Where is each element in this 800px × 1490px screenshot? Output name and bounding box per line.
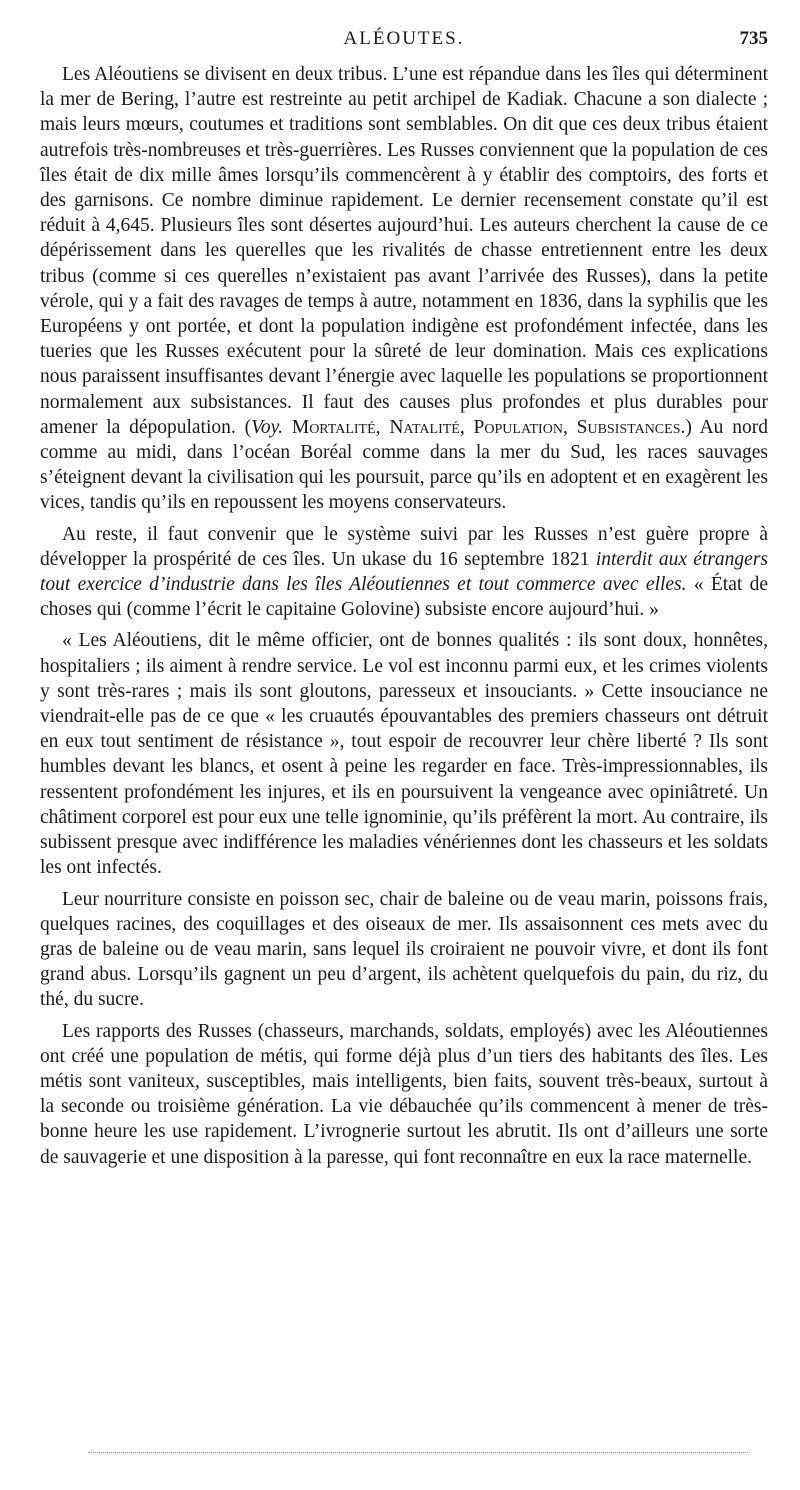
paragraph-russian-system bbox=[40, 522, 768, 623]
cross-reference-voy: Voy. bbox=[251, 416, 284, 438]
running-title: ALÉOUTES. bbox=[343, 28, 465, 49]
paragraph-text: Les Aléoutiens se divisent en deux tribus. L’une est répandue dans les îles qui déterminent la mer de Bering, l’autre est restreinte au petit archipel de Kadiak. Chacune a son dialecte ; mais leurs mœurs, coutumes et traditions sont semblables. On dit que ces deux tribus étaient autrefois très-nombreuses et très-guerrières. Les Russes conviennent que la population de ces îles était de dix mille âmes lorsqu’ils commencèrent à y établir des comptoirs, des forts et des garnisons. Ce nombre diminue rapidement. Le dernier recensement constate qu’il est réduit à 4,645. Plusieurs îles sont désertes aujourd’hui. Les auteurs cherchent la cause de ce dépérissement dans les querelles que les rivalités de chasse entretiennent entre les deux tribus (comme si ces querelles n’existaient pas avant l’arrivée des Russes), dans la petite vérole, qui y a fait des ravages de temps à autre, notamment en 1836, dans la syphilis que les Européens y ont portée, et dont la population indigène est profondément infectée, dans les tueries que les Russes exécutent pour la sûreté de leur domination. Mais ces explications nous paraissent insuffisantes devant l’énergie avec laquelle les populations se proportionnent normalement aux subsistances. Il faut des causes plus profondes et plus durables pour amener la dépopulation. ( bbox=[40, 64, 768, 438]
paragraph-food: Leur nourriture consiste en poisson sec, chair de baleine ou de veau marin, poissons frais, quelques racines, des coquillages et des oiseaux de mer. Ils assaisonnent ces mets avec du gras de baleine ou de veau marin, sans lequel ils croiraient ne pouvoir vivre, et dont ils font grand abus. Lorsqu’ils gagnent un peu d’argent, ils achètent quelquefois du pain, du riz, du thé, du sucre. bbox=[40, 888, 768, 1011]
page-header bbox=[40, 28, 768, 56]
paragraph-text: Au reste, il faut convenir que le système suivi par les Russes n’est guère propre à développer la prospérité de ces îles. Un ukase du 16 septembre 1821 bbox=[40, 523, 768, 570]
page-number: 735 bbox=[739, 28, 768, 49]
footer-rule bbox=[88, 1452, 748, 1453]
cross-reference-entries: Mortalité, Natalité, Population, Subsistances. bbox=[283, 416, 686, 438]
paragraph-metis: Les rapports des Russes (chasseurs, marchands, soldats, employés) avec les Aléoutiennes ont créé une population de métis, qui forme déjà plus d’un tiers des habitants des îles. Les métis sont vaniteux, susceptibles, mais intelligents, bien faits, souvent très-beaux, surtout à la seconde ou troisième génération. La vie débauchée qu’ils commencent à mener de très-bonne heure les use rapidement. L’ivrognerie surtout les abrutit. Ils ont d’ailleurs une sorte de sauvagerie et une disposition à la paresse, qui font reconnaître en eux la race maternelle. bbox=[40, 1020, 768, 1168]
paragraph-text: ) Au nord comme au midi, dans l’océan Boréal comme dans la mer du Sud, les races sauvages s’éteignent devant la civilisation qui les poursuit, parce qu’ils en adoptent et en exagèrent les vices, tandis qu’ils en repoussent les moyens conservateurs. bbox=[40, 416, 768, 514]
ukase-quote: interdit aux étrangers tout exercice d’industrie dans les îles Aléoutiennes et tout commerce avec elles. bbox=[40, 548, 769, 596]
paragraph-depopulation bbox=[40, 62, 768, 516]
book-page bbox=[40, 28, 768, 1176]
paragraph-text: « État de choses qui (comme l’écrit le capitaine Golovine) subsiste encore aujourd’hui. » bbox=[40, 574, 768, 621]
paragraph-character: « Les Aléoutiens, dit le même officier, ont de bonnes qualités : ils sont doux, honnêtes, hospitaliers ; ils aiment à rendre service. Le vol est inconnu parmi eux, et les crimes violents y sont très-rares ; mais ils sont gloutons, paresseux et insouciants. » Cette insouciance ne viendrait-elle pas de ce que « les cruautés épouvantables des premiers chasseurs ont détruit en eux tout sentiment de résistance », tout espoir de recouvrer leur chère liberté ? Ils sont humbles devant les blancs, et osent à peine les regarder en face. Très-impressionnables, ils ressentent profondément les injures, et ils en poursuivent la vengeance avec opiniâtreté. Un châtiment corporel est pour eux une telle ignominie, qu’ils préfèrent la mort. Au contraire, ils subissent presque avec indifférence les maladies vénériennes dont les chasseurs et les soldats les ont infectés. bbox=[40, 630, 768, 879]
